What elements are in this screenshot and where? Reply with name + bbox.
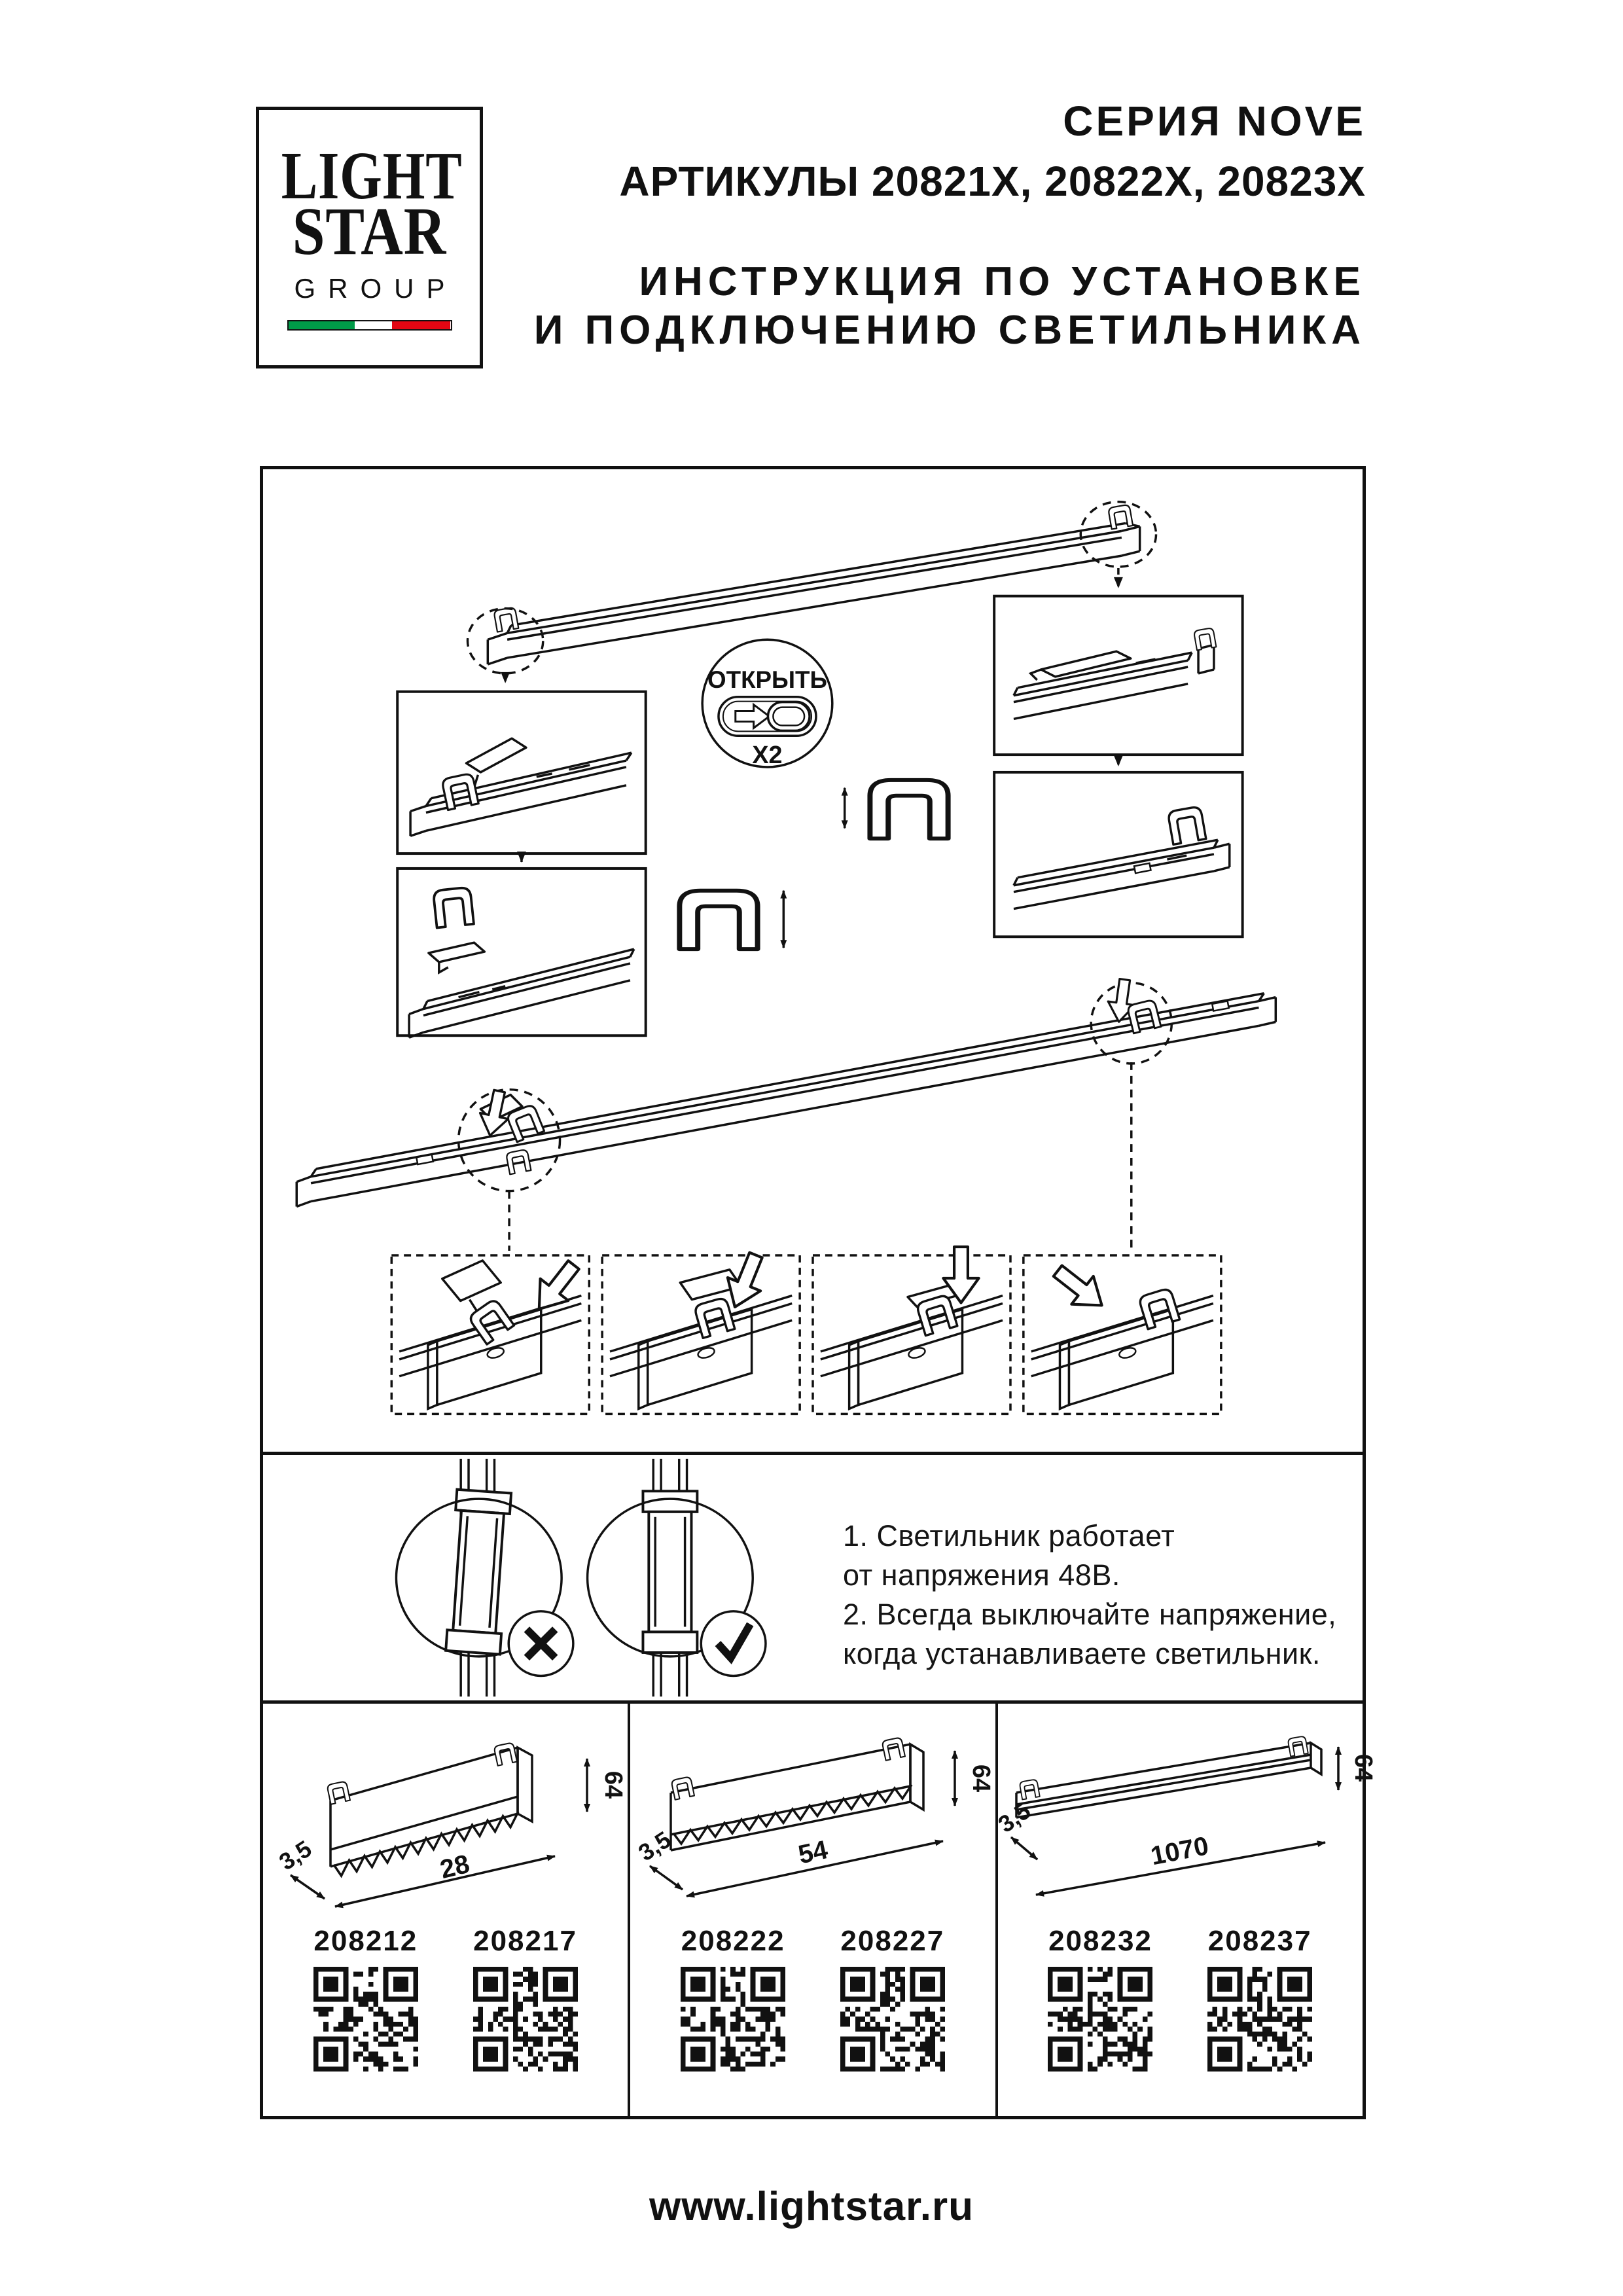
flag-white-stripe <box>355 321 392 329</box>
mount-step-4 <box>1024 1255 1221 1414</box>
footer-url: www.lightstar.ru <box>649 2184 974 2229</box>
mount-step-3 <box>813 1247 1010 1414</box>
mount-clip-icon <box>870 780 948 838</box>
qr-code <box>473 1967 578 2072</box>
article-codes <box>263 1925 628 1958</box>
note-line: 2. Всегда выключайте напряжение, <box>843 1598 1337 1631</box>
dim-width: 3,5 <box>993 1797 1035 1838</box>
installation-diagram-box <box>260 466 1366 1455</box>
qr-code <box>681 1967 785 2072</box>
article-code: 208237 <box>1207 1925 1312 1957</box>
dim-width: 3,5 <box>274 1835 317 1876</box>
open-times-label: X2 <box>752 741 783 769</box>
dim-height: 64 <box>1349 1753 1377 1782</box>
logo-word-group: GROUP <box>294 272 457 304</box>
article-codes <box>998 1925 1363 1958</box>
dim-length: 1070 <box>1148 1831 1211 1871</box>
article-code: 208232 <box>1048 1925 1152 1957</box>
note-line: от напряжения 48В. <box>843 1558 1120 1592</box>
qr-codes-row <box>263 1967 628 2072</box>
instruction-title-line1: ИНСТРУКЦИЯ ПО УСТАНОВКЕ <box>639 259 1366 304</box>
lightstar-logo <box>256 107 483 368</box>
qr-codes-row <box>998 1967 1363 2072</box>
series-title: СЕРИЯ NOVE <box>1063 98 1366 145</box>
italian-flag-icon <box>287 320 452 331</box>
end-clip-icon <box>1108 505 1133 529</box>
detail-step-clip-above-track <box>994 772 1242 937</box>
dim-width: 3,5 <box>633 1825 676 1867</box>
end-clip-icon <box>493 607 518 632</box>
flag-red-stripe <box>392 321 450 329</box>
qr-codes-row <box>630 1967 995 2072</box>
product-panel-1070 <box>993 1704 1377 2116</box>
product-variants <box>260 1704 1377 2119</box>
article-code: 208212 <box>313 1925 418 1957</box>
logo-word-star: STAR <box>292 194 447 270</box>
mount-step-2 <box>602 1248 800 1414</box>
article-code: 208227 <box>840 1925 945 1957</box>
article-code: 208217 <box>473 1925 577 1957</box>
safety-notes-box <box>260 1455 1366 1704</box>
safety-notes <box>843 1516 1336 1674</box>
dim-height: 64 <box>967 1764 995 1793</box>
product-panel-54 <box>628 1704 995 2116</box>
articles-line: АРТИКУЛЫ 20821X, 20822X, 20823X <box>619 158 1366 205</box>
detail-step-insert-clip <box>397 869 645 1037</box>
dim-length: 28 <box>437 1849 473 1884</box>
product-drawing-1070 <box>993 1730 1377 1926</box>
mount-clip-icon <box>679 891 757 949</box>
qr-code <box>313 1967 418 2072</box>
mount-step-1 <box>391 1254 589 1414</box>
slide-to-open-icon <box>719 697 816 736</box>
qr-code <box>1048 1967 1152 2072</box>
note-line: 1. Светильник работает <box>843 1519 1175 1552</box>
instruction-title-line2: И ПОДКЛЮЧЕНИЮ СВЕТИЛЬНИКА <box>533 308 1366 353</box>
qr-code <box>840 1967 945 2072</box>
article-code: 208222 <box>681 1925 785 1957</box>
dim-height: 64 <box>599 1770 627 1799</box>
clip-press-callout <box>1091 978 1171 1064</box>
wrong-alignment-figure <box>396 1459 573 1696</box>
qr-code <box>1207 1967 1312 2072</box>
product-panel-28 <box>263 1704 628 2116</box>
dim-length: 54 <box>796 1835 830 1870</box>
open-instruction-badge <box>702 639 832 768</box>
correct-alignment-figure <box>588 1459 766 1696</box>
product-drawing-54 <box>630 1730 997 1926</box>
instruction-title <box>534 258 1366 355</box>
installation-diagram <box>263 469 1363 1452</box>
logo-word-light: LIGHT <box>281 138 463 213</box>
product-drawing-28 <box>263 1730 630 1926</box>
detail-step-open-clip <box>397 692 645 853</box>
flag-green-stripe <box>289 321 355 329</box>
detail-step-remove-cap <box>994 596 1242 755</box>
note-line: когда устанавливаете светильник. <box>843 1637 1321 1670</box>
article-codes <box>630 1925 995 1958</box>
detail-callout-left <box>468 609 543 673</box>
open-label: ОТКРЫТЬ <box>707 666 827 693</box>
